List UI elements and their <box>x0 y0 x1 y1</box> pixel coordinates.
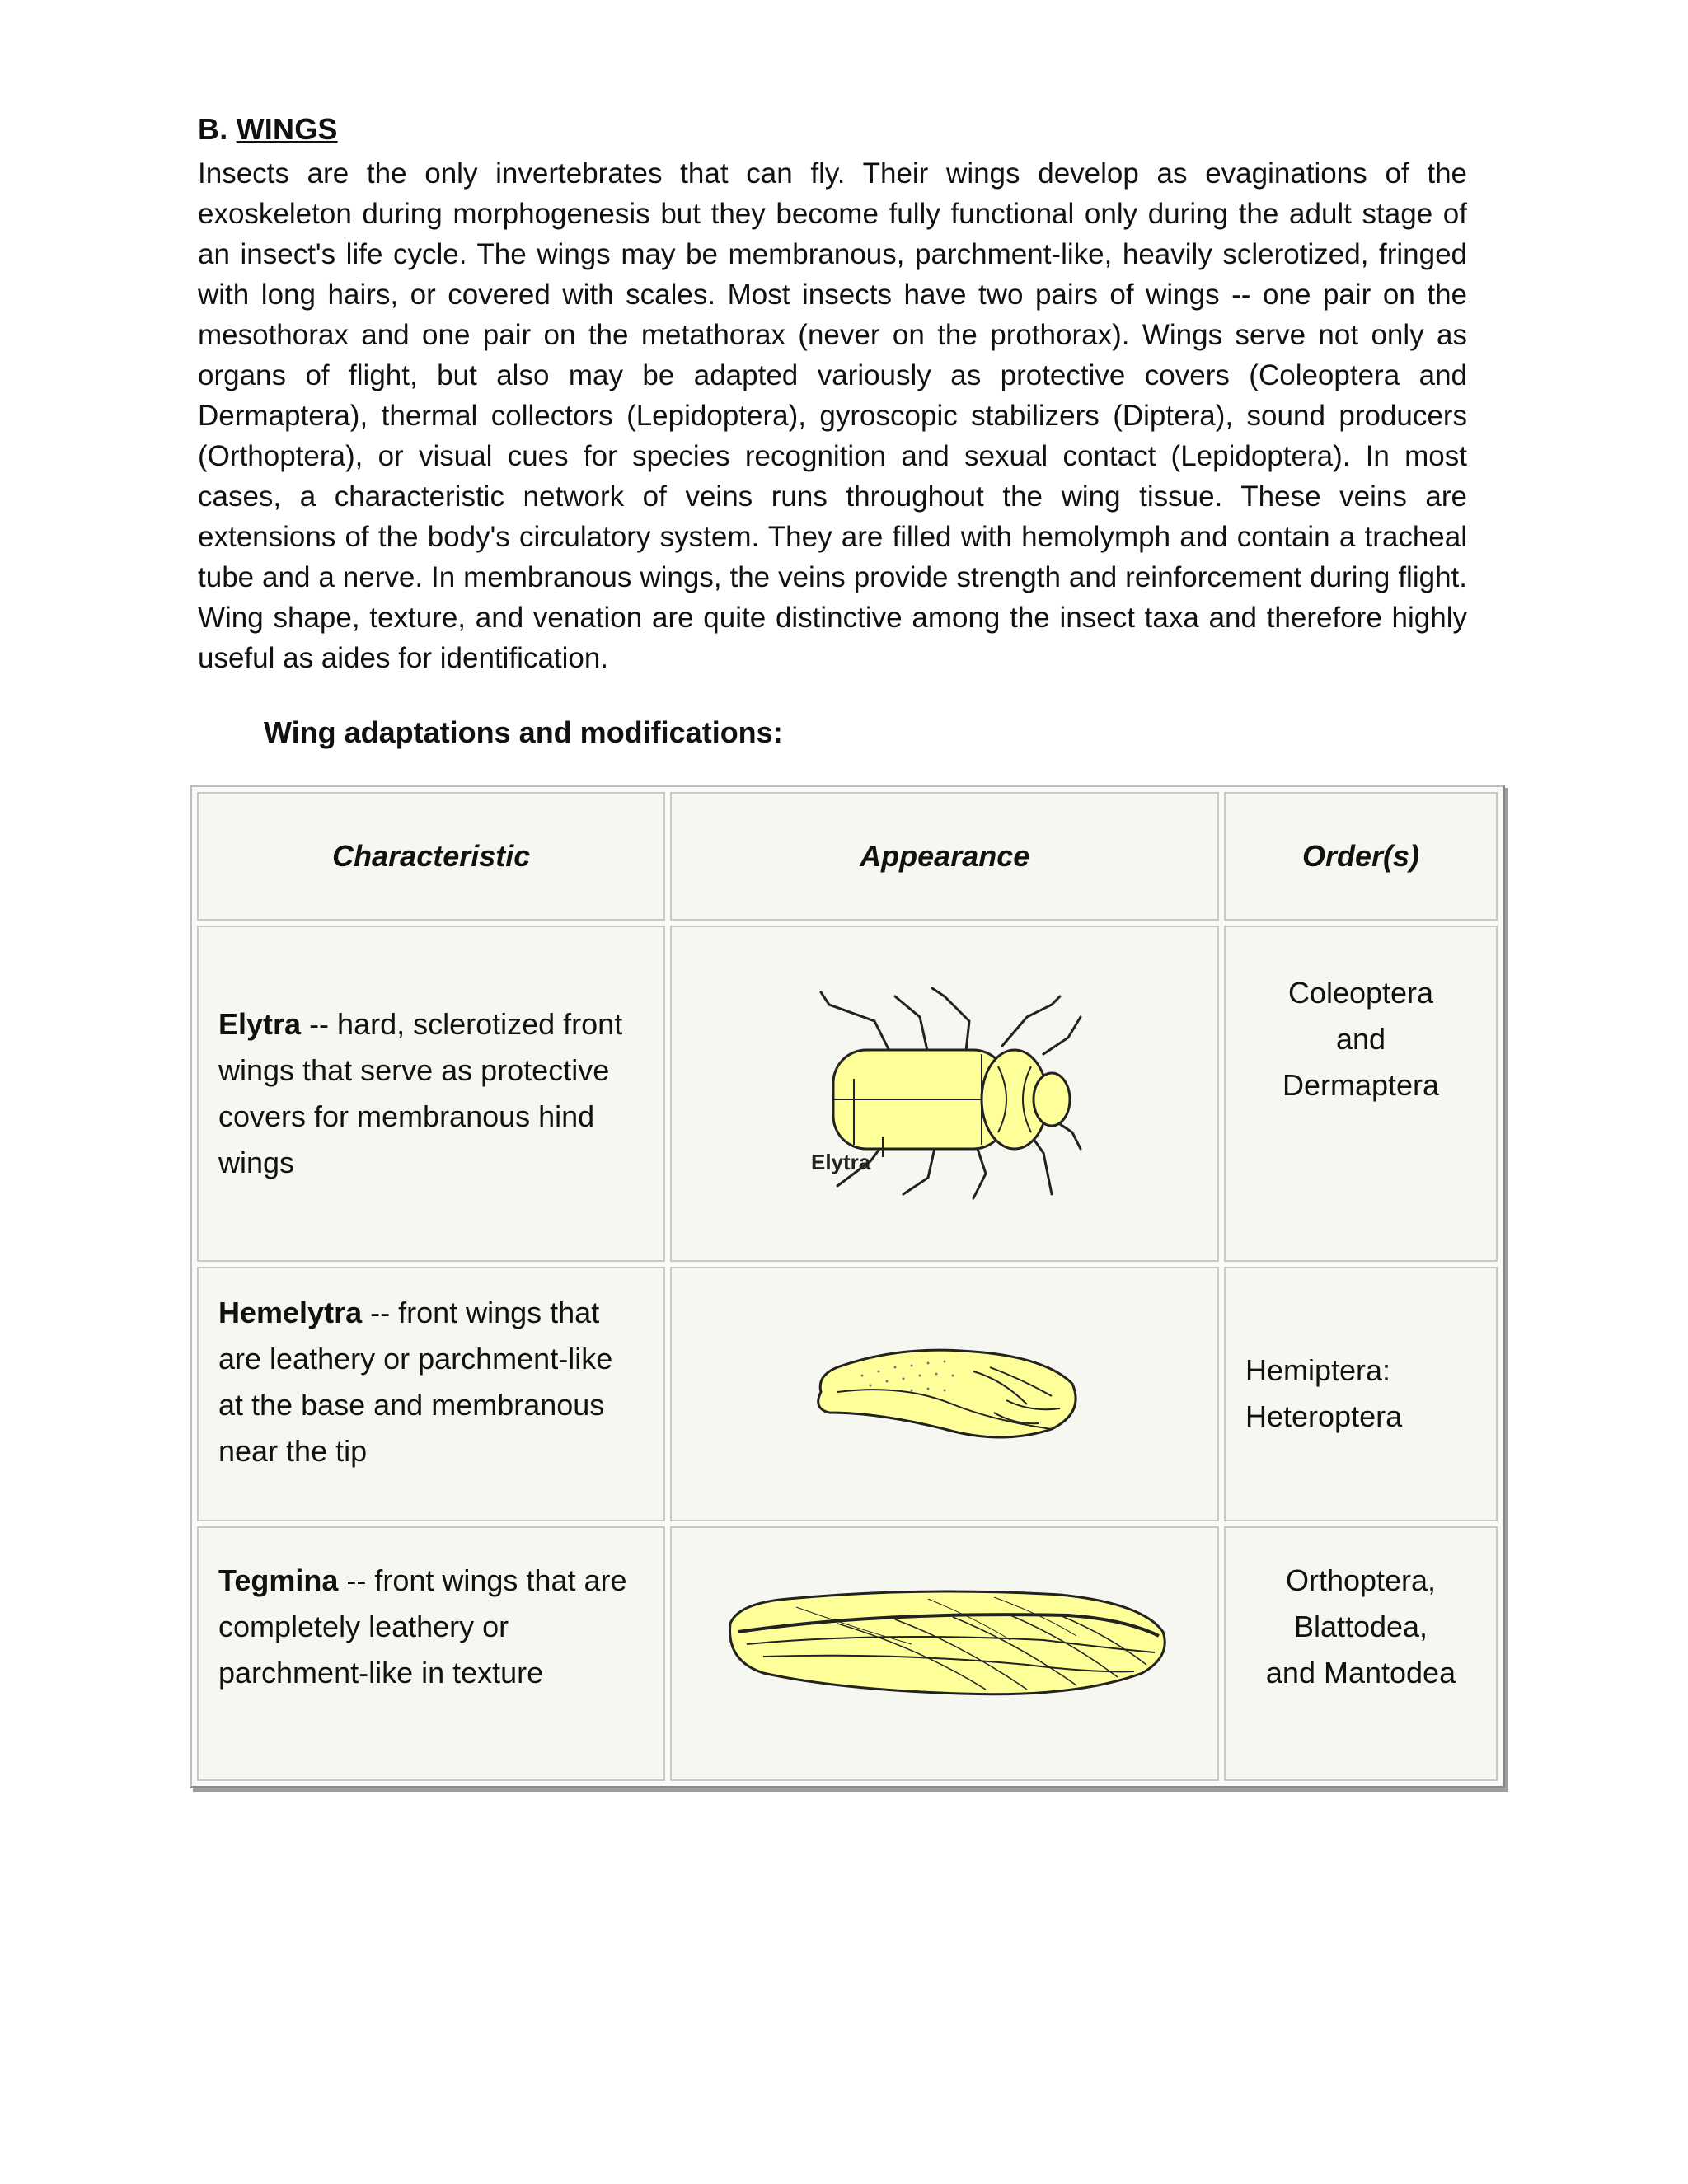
header-appearance: Appearance <box>670 792 1219 921</box>
tegmina-wing-illustration <box>714 1574 1175 1706</box>
appearance-cell <box>670 1526 1219 1781</box>
orders-cell <box>1224 1526 1498 1781</box>
header-orders: Order(s) <box>1224 792 1498 921</box>
order-line: Orthoptera, <box>1285 1563 1437 1597</box>
table-header-row <box>197 792 1498 921</box>
term: Elytra <box>218 1006 302 1041</box>
term: Tegmina <box>218 1563 339 1597</box>
appearance-cell <box>670 926 1219 1262</box>
intro-paragraph: Insects are the only invertebrates that can fly. Their wings develop as evaginations of the exoskeleton during morphogenesis but they become fully functional only during the adult stage of an insect's life cycle. The wings may be membranous, parchment-like, heavily sclerotized, fringed with long hairs, or covered with scales. Most insects have two pairs of wings -- one pair on the mesothorax and one pair on the metathorax (never on the prothorax). Wings serve not only as organs of flight, but also may be adapted variously as protective covers (Coleoptera and Dermaptera), thermal collectors (Lepidoptera), gyroscopic stabilizers (Diptera), sound producers (Orthoptera), or visual cues for species recognition and sexual contact (Lepidoptera). In most cases, a characteristic network of veins runs throughout the wing tissue. These veins are extensions of the body's circulatory system. They are filled with hemolymph and contain a tracheal tube and a nerve. In membranous wings, the veins provide strength and reinforcement during flight. Wing shape, texture, and venation are quite distinctive among the insect taxa and therefore highly useful as aides for identification. <box>198 157 1467 674</box>
header-characteristic: Characteristic <box>197 792 665 921</box>
table-subheading: Wing adaptations and modifications: <box>264 715 783 749</box>
order-line: Hemiptera: <box>1245 1353 1391 1388</box>
wing-adaptations-table <box>192 787 1503 1786</box>
orders-cell <box>1224 1267 1498 1521</box>
section-prefix: B. <box>198 112 228 146</box>
elytra-label: Elytra <box>811 1150 871 1175</box>
table-row <box>197 1526 1498 1781</box>
order-line: and <box>1335 1021 1386 1056</box>
table-row <box>197 926 1498 1262</box>
appearance-cell <box>670 1267 1219 1521</box>
characteristic-cell <box>197 1267 665 1521</box>
beetle-elytra-illustration <box>796 972 1093 1211</box>
description: -- front wings that are leathery or parchment-like at the base and membranous near the tip <box>218 1295 613 1468</box>
order-line: Coleoptera <box>1287 975 1434 1010</box>
description: -- front wings that are completely leathery or parchment-like in texture <box>218 1563 627 1690</box>
hemelytra-wing-illustration <box>804 1334 1085 1450</box>
term: Hemelytra <box>218 1295 363 1329</box>
wing-table-frame <box>190 785 1505 1788</box>
table-row <box>197 1267 1498 1521</box>
section-heading <box>198 112 338 147</box>
order-line: Heteroptera <box>1245 1399 1403 1434</box>
characteristic-cell <box>197 926 665 1262</box>
characteristic-cell <box>197 1526 665 1781</box>
orders-cell <box>1224 926 1498 1262</box>
order-line: and Mantodea <box>1265 1655 1456 1690</box>
order-line: Blattodea, <box>1293 1609 1428 1643</box>
description: -- hard, sclerotized front wings that serve as protective covers for membranous hind wings <box>218 1006 623 1179</box>
order-line: Dermaptera <box>1282 1067 1440 1102</box>
section-title: WINGS <box>236 112 338 146</box>
